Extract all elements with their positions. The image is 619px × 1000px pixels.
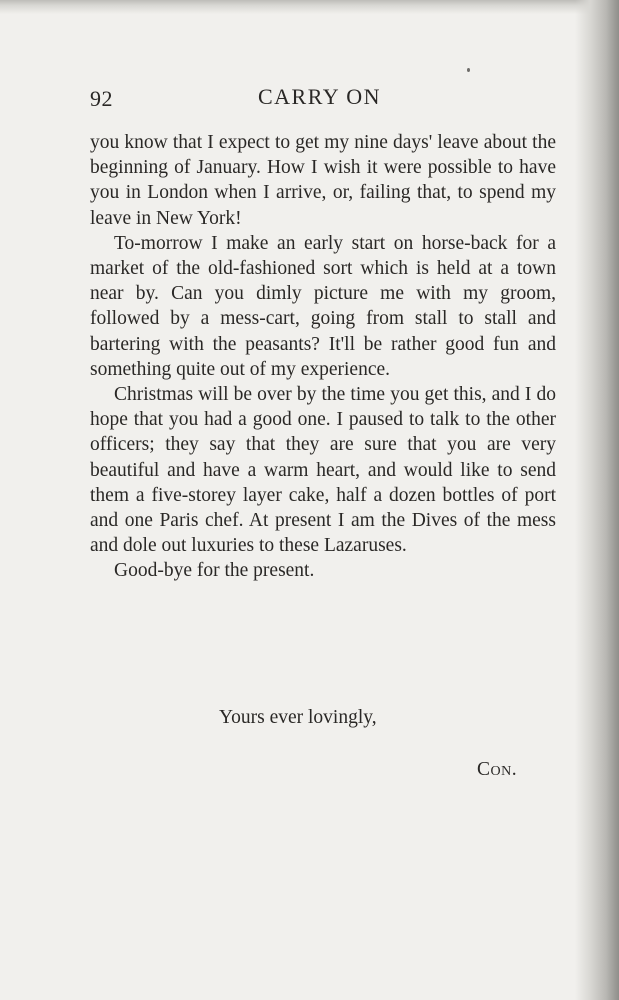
paragraph-2: To-morrow I make an early start on horse-back for a market of the old-fashioned sort which is held at a town near by. Can you dimly picture me with my groom, followed by a mess-cart, going from stall to stall and bartering with the peasants? It'll be rather good fun and something quite out of my experience. — [90, 232, 556, 380]
page-number: 92 — [90, 86, 113, 111]
page-top-shadow — [0, 0, 619, 14]
ink-speck — [467, 68, 470, 72]
letter-signature: Con. — [477, 759, 518, 780]
page-header — [0, 84, 619, 114]
letter-body — [90, 130, 556, 584]
paragraph-1: you know that I expect to get my nine days' leave about the beginning of January. How I wish it were possible to have you in London when I arrive, or, failing that, to spend my leave in New York! — [90, 132, 556, 229]
paragraph-3: Christmas will be over by the time you get this, and I do hope that you had a good one. I paused to talk to the other officers; they say that they are sure that you are very beautiful and have a warm heart, and would like to send them a five-storey layer cake, half a dozen bottles of port and one Paris chef. At present I am the Dives of the mess and dole out luxuries to these Lazaruses. — [90, 384, 556, 557]
paragraph-4: Good-bye for the present. — [114, 560, 315, 582]
letter-closing: Yours ever lovingly, — [219, 707, 377, 728]
page-binding-shadow — [575, 0, 619, 1000]
running-title: CARRY ON — [258, 84, 382, 109]
